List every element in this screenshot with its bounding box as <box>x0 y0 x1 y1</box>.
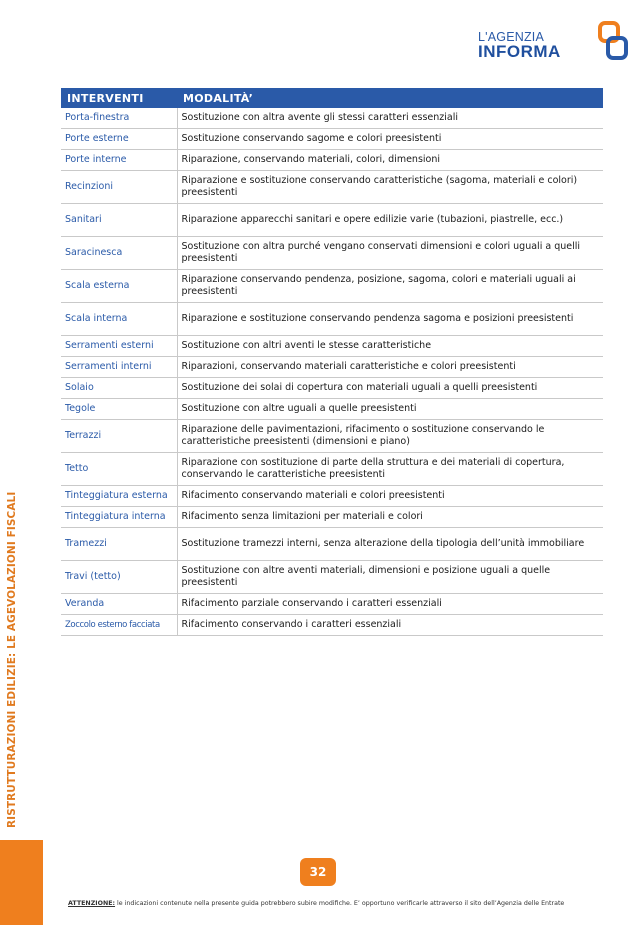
table-row <box>61 303 603 336</box>
intervention-mode: Sostituzione dei solai di copertura con materiali uguali a quelli preesistenti <box>177 378 603 399</box>
table-header-row <box>61 88 603 108</box>
intervention-name: Serramenti interni <box>61 357 177 378</box>
intervention-mode: Sostituzione con altra avente gli stessi caratteri essenziali <box>177 108 603 129</box>
intervention-name: Travi (tetto) <box>61 561 177 594</box>
table-row <box>61 420 603 453</box>
table-row <box>61 453 603 486</box>
table-row <box>61 378 603 399</box>
intervention-name: Porta-finestra <box>61 108 177 129</box>
table-row <box>61 237 603 270</box>
side-accent-bar <box>0 840 43 925</box>
intervention-mode: Riparazioni, conservando materiali caratteristiche e colori preesistenti <box>177 357 603 378</box>
intervention-mode: Sostituzione con altre uguali a quelle preesistenti <box>177 399 603 420</box>
intervention-name: Serramenti esterni <box>61 336 177 357</box>
intervention-mode: Riparazione conservando pendenza, posizione, sagoma, colori e materiali uguali ai preesistenti <box>177 270 603 303</box>
intervention-name: Solaio <box>61 378 177 399</box>
intervention-name: Tegole <box>61 399 177 420</box>
intervention-name: Saracinesca <box>61 237 177 270</box>
intervention-name: Veranda <box>61 594 177 615</box>
intervention-mode: Riparazione apparecchi sanitari e opere edilizie varie (tubazioni, piastrelle, ecc.) <box>177 204 603 237</box>
table-row <box>61 594 603 615</box>
intervention-mode: Sostituzione conservando sagome e colori preesistenti <box>177 129 603 150</box>
intervention-name: Zoccolo esterno facciata <box>61 615 177 636</box>
logo-line2: INFORMA <box>478 42 561 61</box>
header-interventi: INTERVENTI <box>61 88 177 108</box>
footer-label: ATTENZIONE: <box>68 900 116 907</box>
intervention-name: Tinteggiatura esterna <box>61 486 177 507</box>
page-number: 32 <box>309 865 327 879</box>
intervention-name: Scala interna <box>61 303 177 336</box>
intervention-mode: Sostituzione con altri aventi le stesse caratteristiche <box>177 336 603 357</box>
intervention-mode: Rifacimento senza limitazioni per materiali e colori <box>177 507 603 528</box>
table-row <box>61 204 603 237</box>
logo-line1: L'AGENZIA <box>478 30 545 44</box>
table-row <box>61 507 603 528</box>
footer-note <box>68 900 638 907</box>
side-title: RISTRUTTURAZIONI EDILIZIE: LE AGEVOLAZIONI FISCALI <box>6 491 18 828</box>
intervention-mode: Sostituzione con altre aventi materiali, dimensioni e posizione uguali a quelle preesistenti <box>177 561 603 594</box>
logo-mark-icon <box>598 20 628 62</box>
table-row <box>61 528 603 561</box>
table-row <box>61 615 603 636</box>
page-number-badge <box>300 858 336 886</box>
agenzia-informa-logo <box>478 14 628 64</box>
intervention-name: Terrazzi <box>61 420 177 453</box>
table-row <box>61 108 603 129</box>
table-row <box>61 486 603 507</box>
intervention-mode: Riparazione e sostituzione conservando caratteristiche (sagoma, materiali e colori) preesistenti <box>177 171 603 204</box>
intervention-name: Porte esterne <box>61 129 177 150</box>
intervention-mode: Riparazione delle pavimentazioni, rifacimento o sostituzione conservando le caratteristiche preesistenti (dimensioni e piano) <box>177 420 603 453</box>
intervention-mode: Riparazione e sostituzione conservando pendenza sagoma e posizioni preesistenti <box>177 303 603 336</box>
intervention-mode: Sostituzione tramezzi interni, senza alterazione della tipologia dell’unità immobiliare <box>177 528 603 561</box>
header-modalita: MODALITÀ’ <box>177 88 603 108</box>
intervention-mode: Rifacimento parziale conservando i caratteri essenziali <box>177 594 603 615</box>
intervention-mode: Rifacimento conservando materiali e colori preesistenti <box>177 486 603 507</box>
intervention-name: Tinteggiatura interna <box>61 507 177 528</box>
table-row <box>61 150 603 171</box>
table-row <box>61 561 603 594</box>
table-row <box>61 129 603 150</box>
intervention-mode: Sostituzione con altra purché vengano conservati dimensioni e colori uguali a quelli preesistenti <box>177 237 603 270</box>
footer-text: le indicazioni contenute nella presente guida potrebbero subire modifiche. E’ opportuno verificarle attraverso il sito dell’Agenzia delle Entrate <box>115 900 565 907</box>
table-row <box>61 270 603 303</box>
table-row <box>61 171 603 204</box>
intervention-name: Porte interne <box>61 150 177 171</box>
table-row <box>61 399 603 420</box>
interventions-table <box>61 88 603 636</box>
intervention-name: Tramezzi <box>61 528 177 561</box>
table-row <box>61 336 603 357</box>
intervention-name: Recinzioni <box>61 171 177 204</box>
intervention-name: Sanitari <box>61 204 177 237</box>
intervention-mode: Riparazione con sostituzione di parte della struttura e dei materiali di copertura, conservando le caratteristiche preesistenti <box>177 453 603 486</box>
table-row <box>61 357 603 378</box>
intervention-mode: Riparazione, conservando materiali, colori, dimensioni <box>177 150 603 171</box>
intervention-mode: Rifacimento conservando i caratteri essenziali <box>177 615 603 636</box>
intervention-name: Tetto <box>61 453 177 486</box>
intervention-name: Scala esterna <box>61 270 177 303</box>
